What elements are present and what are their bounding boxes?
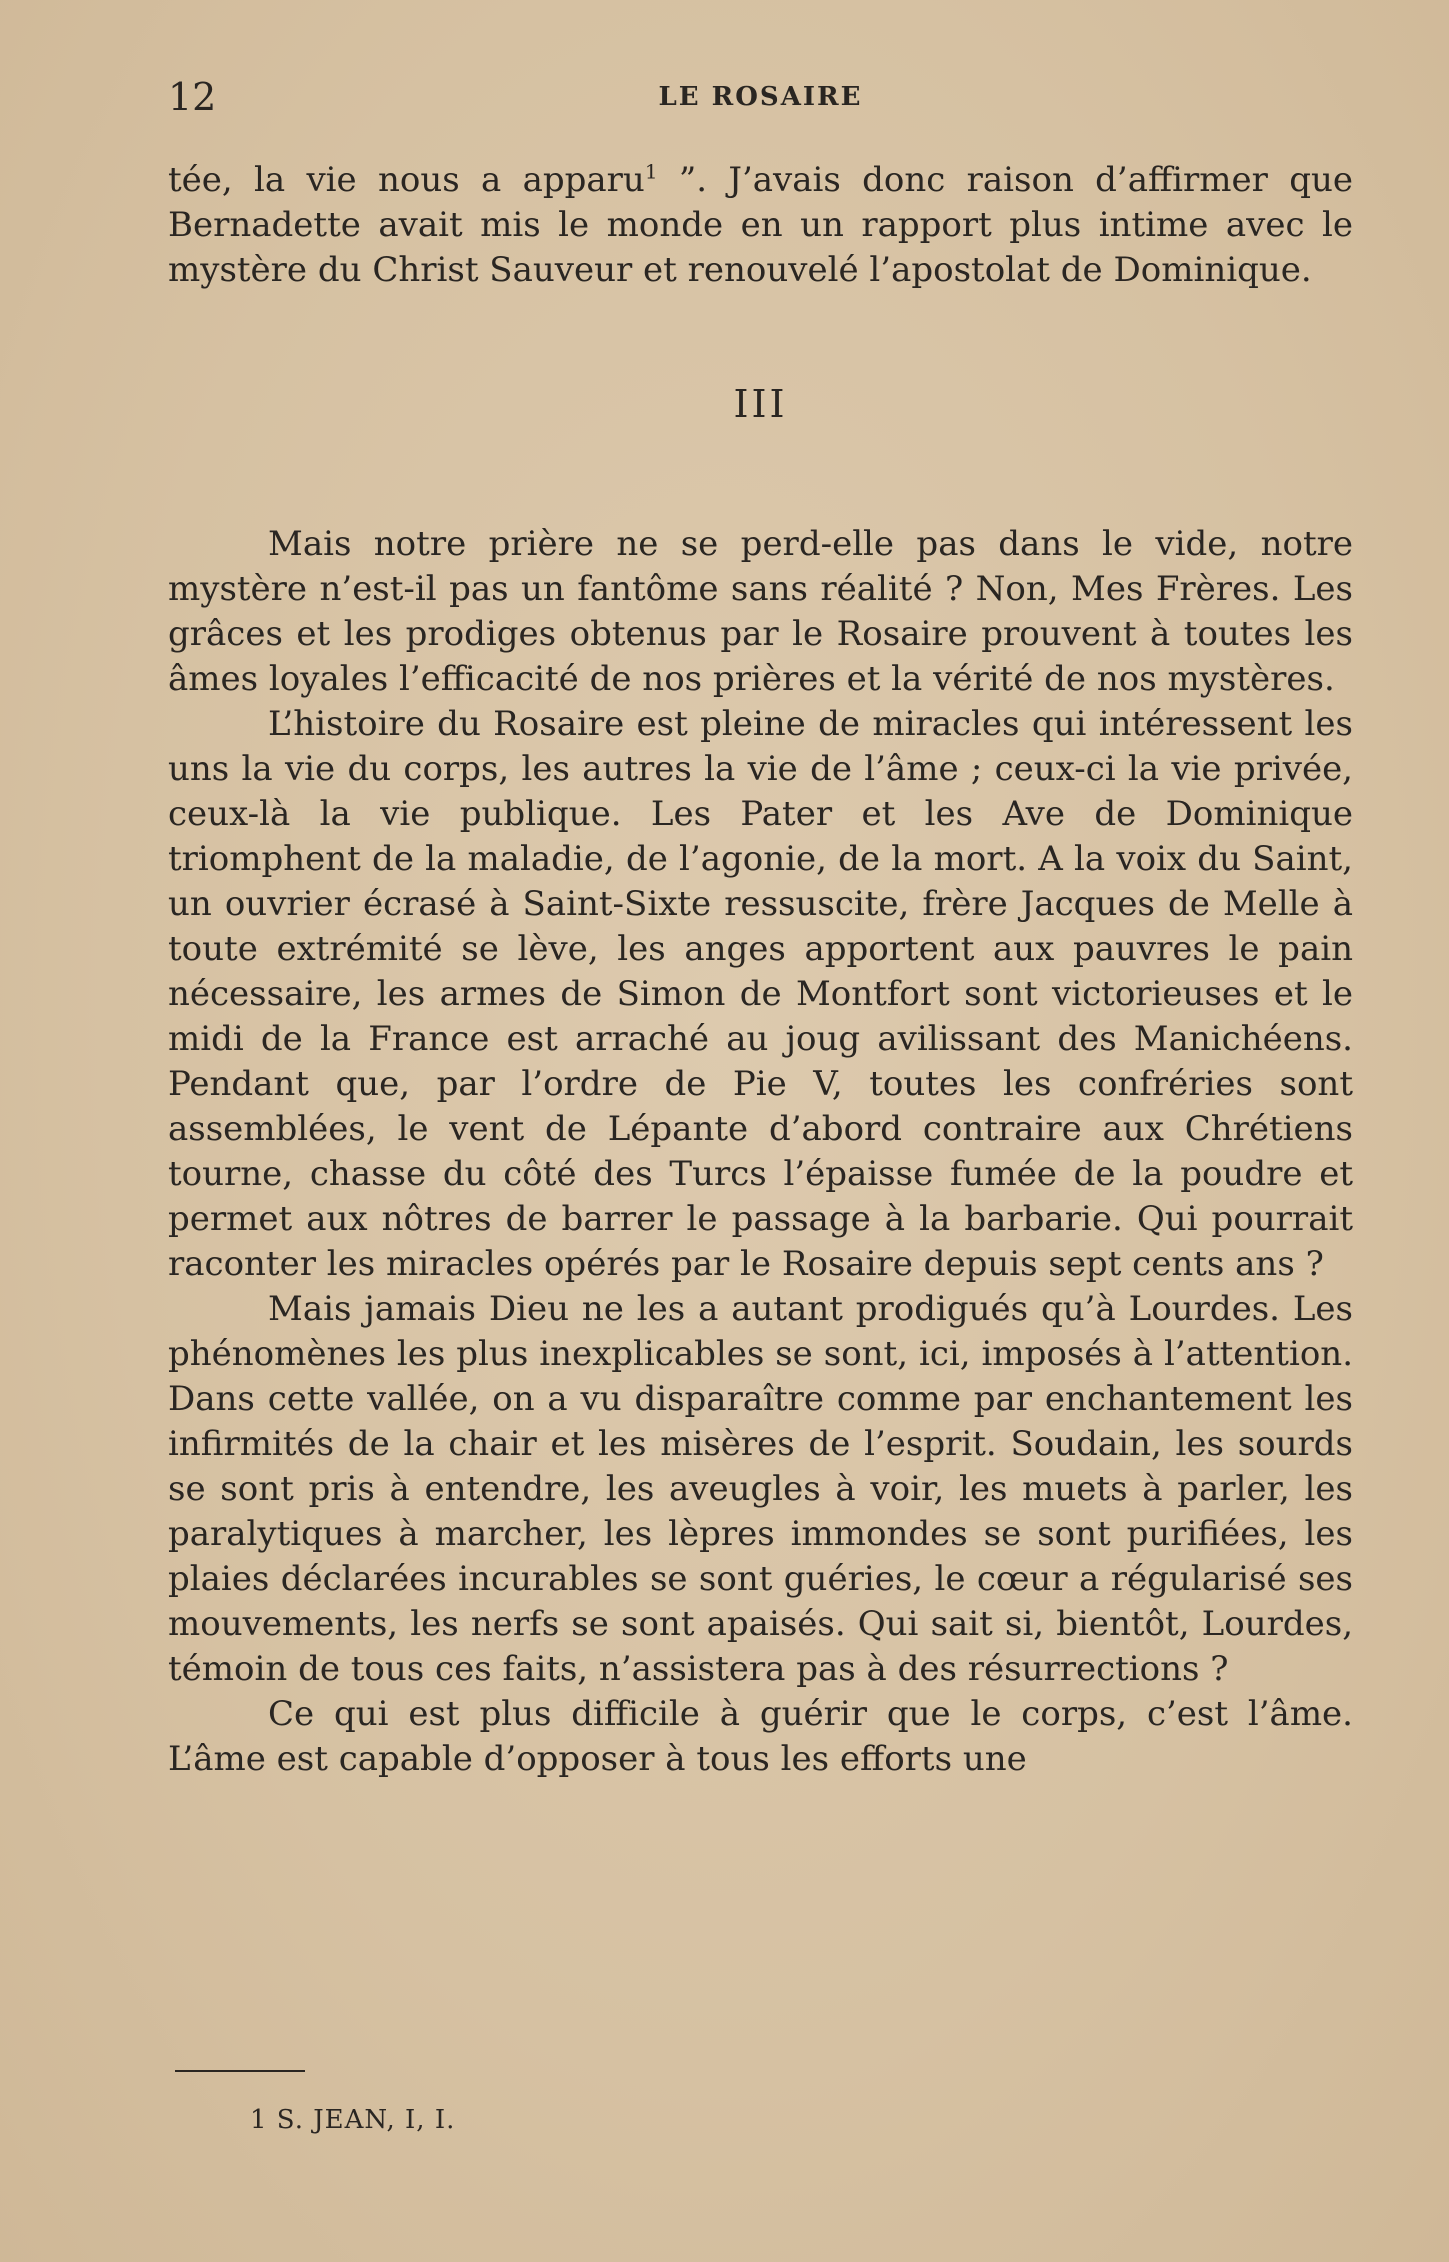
continuation-text: tée, la vie nous a apparu xyxy=(168,160,645,200)
paragraph: Mais notre prière ne se perd-elle pas dans le vide, notre mystère n’est-il pas un fantôme sans réalité ? Non, Mes Frères. Les grâces et les prodiges obtenus par le Rosaire prouvent à toutes les âmes loyales l’efficacité de nos prières et la vérité de nos mystères. xyxy=(168,524,1353,699)
main-text-block xyxy=(168,522,1353,1782)
paragraph: Mais jamais Dieu ne les a autant prodigués qu’à Lourdes. Les phénomènes les plus inexplicables se sont, ici, imposés à l’attention. Dans cette vallée, on a vu disparaître comme par enchantement les infirmités de la chair et les misères de l’esprit. Soudain, les sourds se sont pris à entendre, les aveugles à voir, les muets à parler, les paralytiques à marcher, les lèpres immondes se sont purifiées, les plaies déclarées incurables se sont guéries, le cœur a régularisé ses mouvements, les nerfs se sont apaisés. Qui sait si, bientôt, Lourdes, témoin de tous ces faits, n’assistera pas à des résurrections ? xyxy=(168,1289,1353,1689)
footnote-reference: 1 xyxy=(644,159,658,184)
section-heading: III xyxy=(733,382,788,426)
paragraph: Ce qui est plus difficile à guérir que le corps, c’est l’âme. L’âme est capable d’opposer à tous les efforts une xyxy=(168,1694,1353,1779)
footnote: 1 S. JEAN, I, I. xyxy=(250,2105,456,2135)
running-title: LE ROSAIRE xyxy=(658,82,863,112)
page-header xyxy=(168,72,1353,122)
continuation-block xyxy=(168,158,1353,293)
paragraph: L’histoire du Rosaire est pleine de miracles qui intéressent les uns la vie du corps, les autres la vie de l’âme ; ceux-ci la vie privée, ceux-là la vie publique. Les Pater et les Ave de Dominique triomphent de la maladie, de l’agonie, de la mort. A la voix du Saint, un ouvrier écrasé à Saint-Sixte ressuscite, frère Jacques de Melle à toute extrémité se lève, les anges apportent aux pauvres le pain nécessaire, les armes de Simon de Montfort sont victorieuses et le midi de la France est arraché au joug avilissant des Manichéens. Pendant que, par l’ordre de Pie V, toutes les confréries sont assemblées, le vent de Lépante d’abord contraire aux Chrétiens tourne, chasse du côté des Turcs l’épaisse fumée de la poudre et permet aux nôtres de barrer le passage à la barbarie. Qui pourrait raconter les miracles opérés par le Rosaire depuis sept cents ans ? xyxy=(168,704,1353,1284)
continuation-text-after: ”. J’avais donc raison d’affirmer que Bernadette avait mis le monde en un rapport plus intime avec le mystère du Christ Sauveur et renouvelé l’apostolat de Dominique. xyxy=(168,160,1353,290)
footnote-divider xyxy=(175,2070,305,2072)
page-number: 12 xyxy=(168,75,217,119)
continuation-paragraph xyxy=(168,158,1353,293)
